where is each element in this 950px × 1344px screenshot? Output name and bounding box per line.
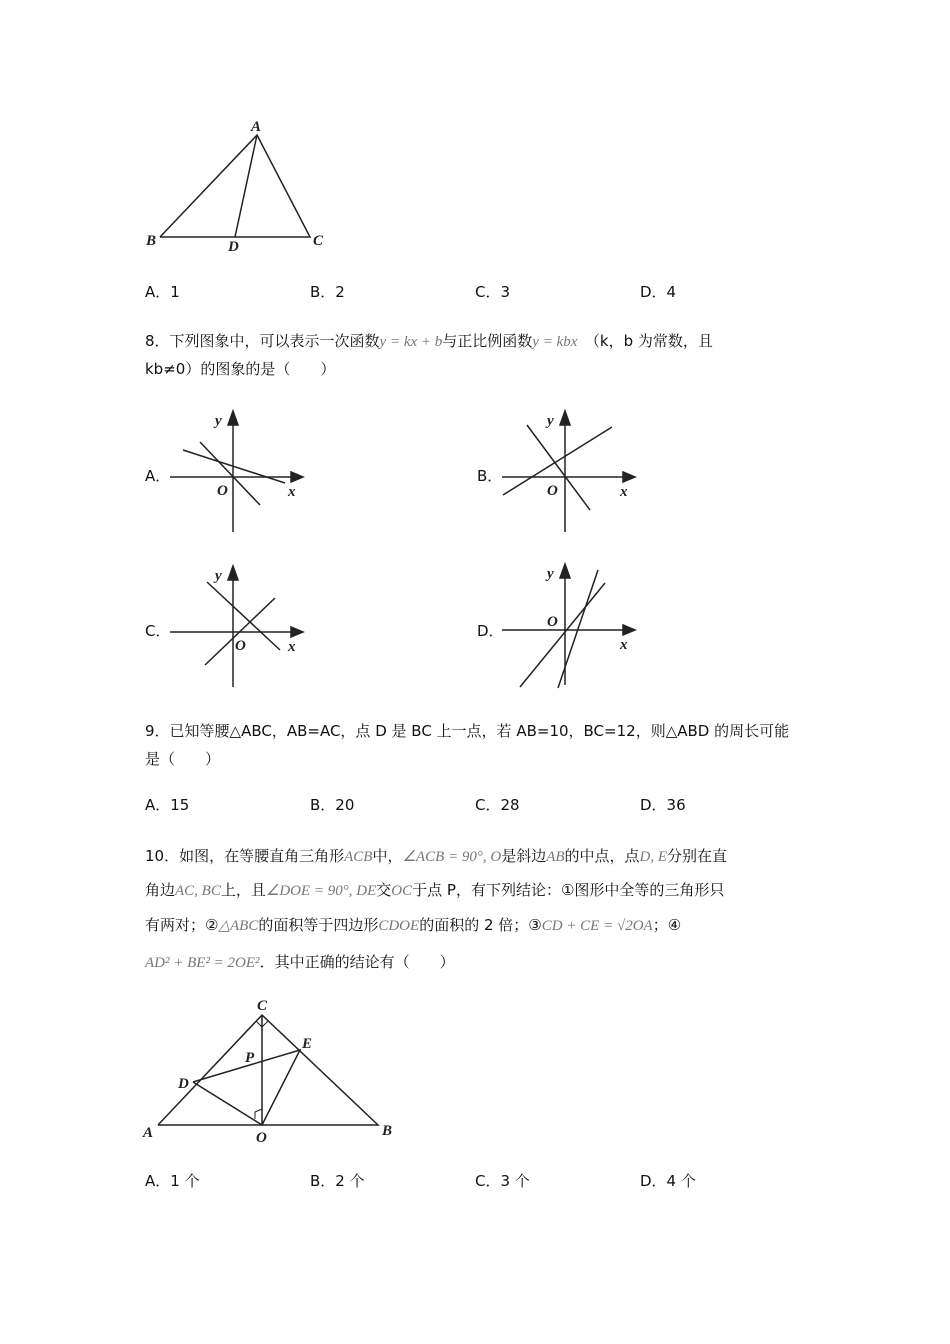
option-c: C．3 个 (475, 1172, 530, 1190)
y-axis-label: y (547, 566, 554, 582)
option-c: C．3 (475, 283, 511, 301)
label-d: D (178, 1076, 189, 1092)
q8-text-line (145, 331, 713, 352)
math-expression: ACB (344, 849, 373, 865)
q10-figure (158, 1015, 378, 1125)
q10-text-line (145, 915, 681, 936)
label-a: A (143, 1125, 154, 1141)
label-c: C (257, 998, 268, 1014)
q8-option-d: D． (477, 622, 504, 640)
y-axis-label: y (215, 568, 222, 584)
q10-text-line (145, 846, 727, 867)
x-axis-label: x (288, 484, 296, 500)
text-segment: 角边 (145, 881, 176, 899)
x-axis-label: x (620, 484, 628, 500)
origin-label: O (235, 638, 246, 654)
math-expression: AC, BC (175, 883, 221, 899)
text-segment: 8．下列图象中，可以表示一次函数 (145, 332, 380, 350)
q8-option-c: C． (145, 622, 171, 640)
text-segment: ．其中正确的结论有（ ） (259, 953, 455, 971)
text-segment: 交 (376, 881, 392, 899)
math-expression: ∠DOE = 90°, DE (265, 883, 377, 899)
origin-label: O (547, 614, 558, 630)
math-expression: AB (546, 849, 565, 865)
math-expression: y = kbx (532, 334, 578, 350)
text-segment: 的面积等于四边形 (258, 916, 379, 934)
text-segment: 10．如图，在等腰直角三角形 (145, 847, 345, 865)
math-expression: D, E (639, 849, 668, 865)
origin-label: O (547, 483, 558, 499)
option-b: B．2 (310, 283, 345, 301)
text-segment: 有两对；② (145, 916, 219, 934)
q10-text-line (145, 952, 455, 973)
q9-text-line (145, 749, 220, 769)
option-d: D．4 个 (640, 1172, 696, 1190)
math-expression: CDOE (378, 918, 420, 934)
option-b: B．20 (310, 796, 355, 814)
x-arrow-icon (623, 472, 635, 482)
q10-text-line (145, 880, 724, 901)
option-a: A．1 个 (145, 1172, 200, 1190)
text-segment: ；④ (652, 916, 682, 934)
label-b: B (146, 233, 157, 249)
text-segment: 的中点，点 (564, 847, 640, 865)
text-segment: 中， (372, 847, 403, 865)
y-axis-label: y (547, 413, 554, 429)
math-expression: OC (391, 883, 413, 899)
y-arrow-icon (228, 566, 238, 580)
label-c: C (313, 233, 324, 249)
y-arrow-icon (560, 564, 570, 578)
math-expression: y = kx + b (379, 334, 443, 350)
x-arrow-icon (291, 472, 303, 482)
q8-option-b: B． (477, 467, 503, 485)
option-d: D．4 (640, 283, 677, 301)
function-line (558, 570, 598, 688)
function-line (520, 583, 605, 687)
text-segment: （k，b 为常数，且 (577, 332, 713, 350)
text-segment: 与正比例函数 (442, 332, 533, 350)
label-a: A (251, 119, 262, 135)
label-e: E (302, 1036, 313, 1052)
text-segment: 分别在直 (667, 847, 728, 865)
q8-option-a: A． (145, 467, 171, 485)
option-a: A．15 (145, 796, 190, 814)
x-arrow-icon (623, 625, 635, 635)
option-c: C．28 (475, 796, 520, 814)
function-line (527, 425, 590, 510)
math-expression: ∠ACB = 90°, O (402, 849, 502, 865)
x-axis-label: x (620, 637, 628, 653)
label-d: D (228, 239, 239, 255)
q9-text-line (145, 721, 789, 741)
x-axis-label: x (288, 639, 296, 655)
label-b: B (382, 1123, 393, 1139)
label-o: O (256, 1130, 267, 1146)
text-segment: 9．已知等腰△ABC，AB=AC，点 D 是 BC 上一点，若 AB=10，BC=12，则△ABD 的周长可能 (145, 722, 790, 740)
option-a: A．1 (145, 283, 180, 301)
text-segment: 上，且 (220, 881, 266, 899)
origin-label: O (217, 483, 228, 499)
option-d: D．36 (640, 796, 686, 814)
text-segment: 的面积的 2 倍；③ (419, 916, 542, 934)
label-p: P (245, 1050, 255, 1066)
text-segment: 是（ ） (145, 750, 221, 768)
y-arrow-icon (228, 411, 238, 425)
math-expression: △ABC (218, 918, 259, 934)
text-segment: kb≠0）的图象的是（ ） (145, 360, 336, 378)
x-arrow-icon (291, 627, 303, 637)
y-axis-label: y (215, 413, 222, 429)
q7-triangle-figure (160, 135, 310, 237)
y-arrow-icon (560, 411, 570, 425)
function-line (200, 442, 260, 505)
math-expression: AD² + BE² = 2OE² (145, 955, 260, 971)
q8-text-line (145, 359, 335, 379)
option-b: B．2 个 (310, 1172, 365, 1190)
math-expression: CD + CE = √2OA (541, 918, 653, 934)
text-segment: 是斜边 (501, 847, 547, 865)
text-segment: 于点 P，有下列结论：①图形中全等的三角形只 (412, 881, 725, 899)
